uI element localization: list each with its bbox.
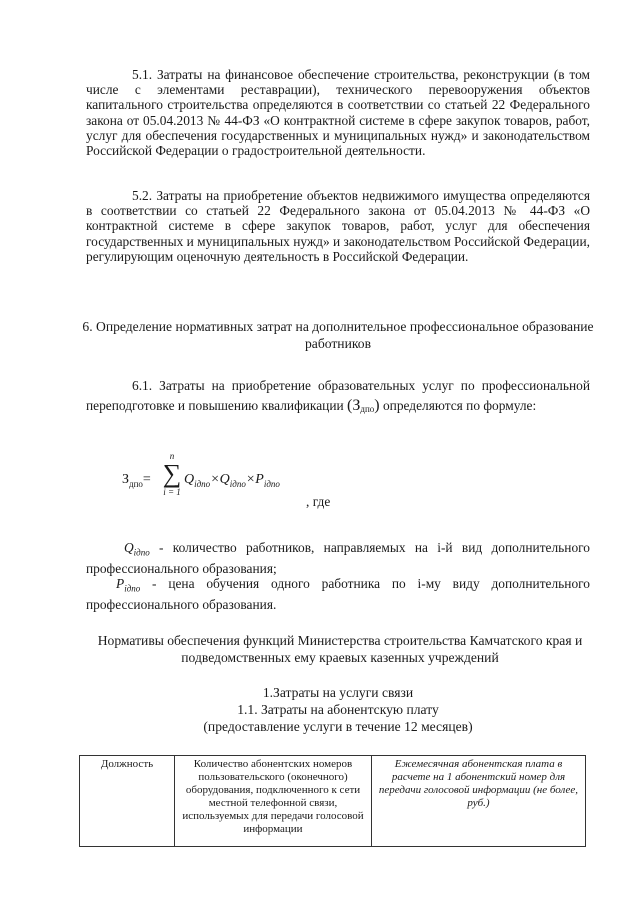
header-monthly-fee: Ежемесячная абонентская плата в расчете на 1 абонентский номер для передачи голосовой информации (не более, руб.) xyxy=(372,756,586,847)
heading-1-1-sub: (предоставление услуги в течение 12 месяцев) xyxy=(203,719,473,734)
paragraph-6-1-variable: (Здпо) xyxy=(347,397,380,414)
section-6-heading: 6. Определение нормативных затрат на дополнительное профессиональное образование работников xyxy=(82,319,594,351)
table-header-row xyxy=(80,756,586,847)
definition-p-text: - цена обучения одного работника по i-му виду дополнительного профессионального образования. xyxy=(86,576,590,612)
header-position: Должность xyxy=(80,756,175,847)
cost-formula xyxy=(122,452,422,512)
definition-p xyxy=(86,576,590,613)
definition-q-text: - количество работников, направляемых на i-й вид дополнительного профессионального образования; xyxy=(86,540,590,576)
paragraph-6-1 xyxy=(86,376,590,419)
header-subscriber-count: Количество абонентских номеров пользовательского (оконечного) оборудования, подключенного к сети местной телефонной связи, используемых для передачи голосовой информации xyxy=(175,756,372,847)
definition-p-symbol: $P_{iдпо}$ xyxy=(116,576,141,594)
formula-terms: $Q_{iдпо}\times Q_{iдпо}\times P_{iдпо}$ xyxy=(184,472,280,489)
paragraph-6-1-text: 6.1. Затраты на приобретение образовательных услуг по профессиональной переподготовке и повышению квалификации xyxy=(86,378,590,413)
formula-where: , где xyxy=(306,494,331,509)
sum-symbol: n ∑ i = 1 xyxy=(162,451,182,497)
paragraph-6-1-tail: определяются по формуле: xyxy=(382,398,537,413)
heading-1: 1.Затраты на услуги связи xyxy=(262,685,414,700)
definition-q xyxy=(86,540,590,577)
heading-1-1: 1.1. Затраты на абонентскую плату xyxy=(237,702,439,717)
paragraph-5-1: 5.1. Затраты на финансовое обеспечение строительства, реконструкции (в том числе с элементами реставрации), технического перевооружения объектов капитального строительства определяются в соответствии со статьей 22 Федерального закона от 05.04.2013 № 44-ФЗ «О контрактной системе в сфере закупок товаров, работ, услуг для обеспечения государственных и муниципальных нужд» и законодательством Российской Федерации о градостроительной деятельности. xyxy=(86,67,590,159)
norms-table xyxy=(79,755,586,847)
paragraph-5-2: 5.2. Затраты на приобретение объектов недвижимого имущества определяются в соответствии со статьей 22 Федерального закона от 05.04.2013 № 44-ФЗ «О контрактной системе в сфере закупок товаров, работ, услуг для обеспечения государственных и муниципальных нужд» и законодательством Российской Федерации, регулирующим оценочную деятельность в Российской Федерации. xyxy=(86,188,590,264)
norms-title: Нормативы обеспечения функций Министерства строительства Камчатского края и подведомственных ему краевых казенных учреждений xyxy=(97,633,583,665)
definition-q-symbol: $Q_{iдпо}$ xyxy=(124,540,150,558)
formula-lhs: $З_{дпо}=$ xyxy=(122,472,151,489)
